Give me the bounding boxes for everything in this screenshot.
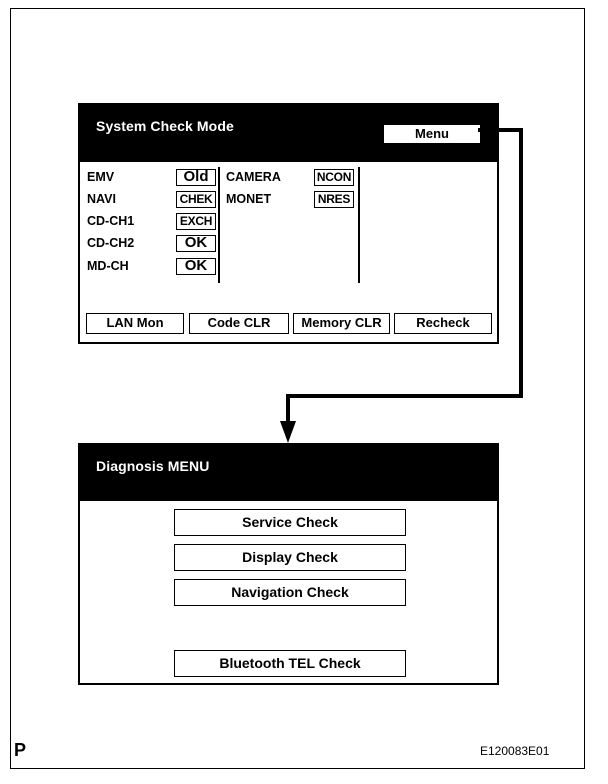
arrow-head [280, 421, 296, 443]
corner-letter: P [14, 740, 27, 760]
diagnosis-menu-screen [78, 443, 499, 685]
lan-mon-button[interactable]: LAN Mon [86, 313, 184, 334]
bluetooth-tel-check-button[interactable]: Bluetooth TEL Check [174, 650, 406, 677]
cd-ch2-status: OK [176, 235, 216, 252]
monet-label: MONET [226, 192, 272, 206]
navi-label: NAVI [87, 192, 116, 206]
reference-code: E120083E01 [480, 744, 550, 758]
navigation-check-button[interactable]: Navigation Check [174, 579, 406, 606]
camera-label: CAMERA [226, 170, 281, 184]
cd-ch1-label: CD-CH1 [87, 214, 135, 228]
md-ch-label: MD-CH [87, 259, 129, 273]
system-check-title: System Check Mode [96, 118, 234, 134]
emv-label: EMV [87, 170, 115, 184]
code-clr-button[interactable]: Code CLR [189, 313, 289, 334]
recheck-button[interactable]: Recheck [394, 313, 492, 334]
arrow-line [288, 130, 521, 425]
service-check-button[interactable]: Service Check [174, 509, 406, 536]
camera-status: NCON [314, 169, 354, 186]
memory-clr-button[interactable]: Memory CLR [293, 313, 390, 334]
navi-status: CHEK [176, 191, 216, 208]
cd-ch1-status: EXCH [176, 213, 216, 230]
menu-button[interactable]: Menu [382, 123, 482, 145]
diagnosis-title: Diagnosis MENU [96, 458, 210, 474]
display-check-button[interactable]: Display Check [174, 544, 406, 571]
monet-status: NRES [314, 191, 354, 208]
emv-status: Old [176, 169, 216, 186]
diagnosis-title-bar [80, 445, 497, 501]
cd-ch2-label: CD-CH2 [87, 236, 135, 250]
md-ch-status: OK [176, 258, 216, 275]
